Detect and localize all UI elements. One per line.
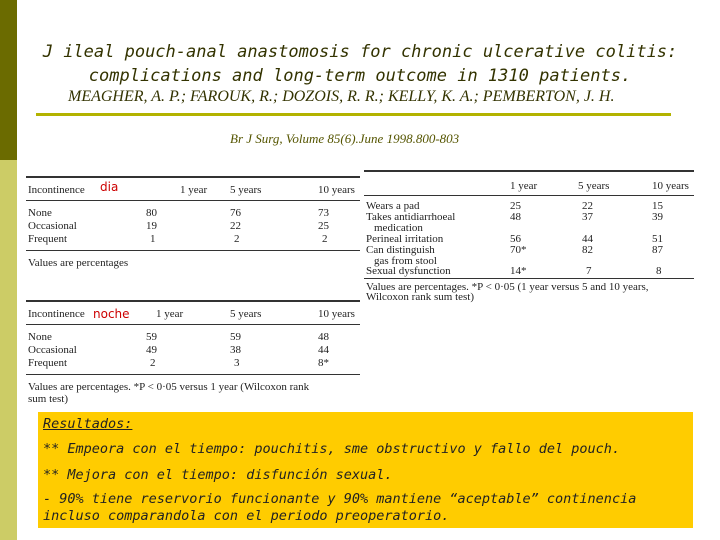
cell-value: 44	[582, 233, 593, 245]
authors: MEAGHER, A. P.; FAROUK, R.; DOZOIS, R. R.; KELLY, K. A.; PEMBERTON, J. H.	[68, 88, 615, 105]
cell-value: 22	[582, 200, 593, 212]
header-incontinence: Incontinence	[28, 184, 85, 196]
row-label: Occasional	[28, 344, 77, 356]
table-functional-outcomes	[364, 170, 694, 305]
header-10-years: 10 years	[318, 308, 355, 320]
left-accent-bar-light	[0, 160, 17, 540]
table-rule	[364, 278, 694, 279]
results-line-1: ** Empeora con el tiempo: pouchitis, sme obstructivo y fallo del pouch.	[43, 441, 621, 457]
cell-value: 22	[230, 220, 241, 232]
header-5-years: 5 years	[230, 308, 262, 320]
cell-value: 2	[322, 233, 328, 245]
cell-value: 70*	[510, 244, 527, 256]
row-label: Frequent	[28, 357, 68, 369]
cell-value: 7	[586, 265, 592, 277]
cell-value: 39	[652, 211, 663, 223]
cell-value: 56	[510, 233, 521, 245]
header-incontinence: Incontinence	[28, 308, 85, 320]
cell-value: 38	[230, 344, 241, 356]
results-line-4: incluso comparandola con el periodo preoperatorio.	[43, 508, 450, 524]
row-label: Takes antidiarrhoeal	[366, 211, 456, 223]
slide-title	[30, 40, 690, 88]
cell-value: 19	[146, 220, 157, 232]
table-rule	[26, 250, 360, 251]
title-line-2: complications and long-term outcome in 1310 patients.	[88, 66, 632, 86]
cell-value: 59	[230, 331, 241, 343]
header-1-year: 1 year	[510, 180, 538, 192]
cell-value: 8*	[318, 357, 329, 369]
row-label: Occasional	[28, 220, 77, 232]
table-footnote: Values are percentages	[28, 257, 129, 269]
results-heading: Resultados:	[43, 416, 133, 432]
left-accent-bar-dark	[0, 0, 17, 160]
results-line-3: - 90% tiene reservorio funcionante y 90% mantiene “aceptable” continencia	[43, 491, 637, 507]
row-label: Wears a pad	[366, 200, 420, 212]
table-rule	[26, 324, 360, 325]
header-10-years: 10 years	[652, 180, 689, 192]
table-day-incontinence	[26, 176, 360, 276]
tag-noche: noche	[90, 307, 133, 321]
cell-value: 44	[318, 344, 329, 356]
table-rule	[26, 176, 360, 178]
cell-value: 59	[146, 331, 157, 343]
cell-value: 25	[510, 200, 521, 212]
title-divider	[36, 113, 671, 116]
cell-value: 76	[230, 207, 241, 219]
cell-value: 25	[318, 220, 329, 232]
row-label: Frequent	[28, 233, 68, 245]
citation: Br J Surg, Volume 85(6).June 1998.800-803	[230, 131, 460, 146]
table-night-incontinence	[26, 300, 360, 406]
table-footnote: Values are percentages. *P < 0·05 (1 year versus 5 and 10 years,	[366, 281, 649, 293]
cell-value: 80	[146, 207, 157, 219]
header-10-years: 10 years	[318, 184, 355, 196]
cell-value: 2	[234, 233, 240, 245]
cell-value: 2	[150, 357, 156, 369]
cell-value: 82	[582, 244, 593, 256]
table-footnote: Wilcoxon rank sum test)	[366, 291, 475, 303]
table-rule	[26, 200, 360, 201]
header-5-years: 5 years	[578, 180, 610, 192]
row-label: Can distinguish	[366, 244, 435, 256]
header-1-year: 1 year	[156, 308, 184, 320]
cell-value: 49	[146, 344, 157, 356]
cell-value: 48	[510, 211, 521, 223]
cell-value: 48	[318, 331, 329, 343]
title-line-1: J ileal pouch-anal anastomosis for chronic ulcerative colitis:	[42, 42, 678, 62]
cell-value: 1	[150, 233, 156, 245]
cell-value: 15	[652, 200, 663, 212]
results-line-2: ** Mejora con el tiempo: disfunción sexual.	[43, 467, 393, 483]
row-label: Perineal irritation	[366, 233, 444, 245]
row-label: gas from stool	[374, 255, 437, 267]
table-rule	[26, 300, 360, 302]
header-5-years: 5 years	[230, 184, 262, 196]
table-rule	[26, 374, 360, 375]
cell-value: 51	[652, 233, 663, 245]
cell-value: 37	[582, 211, 593, 223]
cell-value: 3	[234, 357, 240, 369]
table-rule	[364, 170, 694, 172]
header-1-year: 1 year	[180, 184, 208, 196]
cell-value: 14*	[510, 265, 527, 277]
row-label: None	[28, 207, 52, 219]
row-label: None	[28, 331, 52, 343]
cell-value: 73	[318, 207, 329, 219]
table-footnote: sum test)	[28, 393, 69, 405]
table-footnote: Values are percentages. *P < 0·05 versus 1 year (Wilcoxon rank	[28, 381, 310, 393]
row-label: medication	[374, 222, 423, 234]
tag-dia: dia	[97, 180, 121, 194]
row-label: Sexual dysfunction	[366, 265, 451, 277]
cell-value: 87	[652, 244, 663, 256]
cell-value: 8	[656, 265, 662, 277]
results-box	[38, 412, 693, 528]
table-rule	[364, 195, 694, 196]
